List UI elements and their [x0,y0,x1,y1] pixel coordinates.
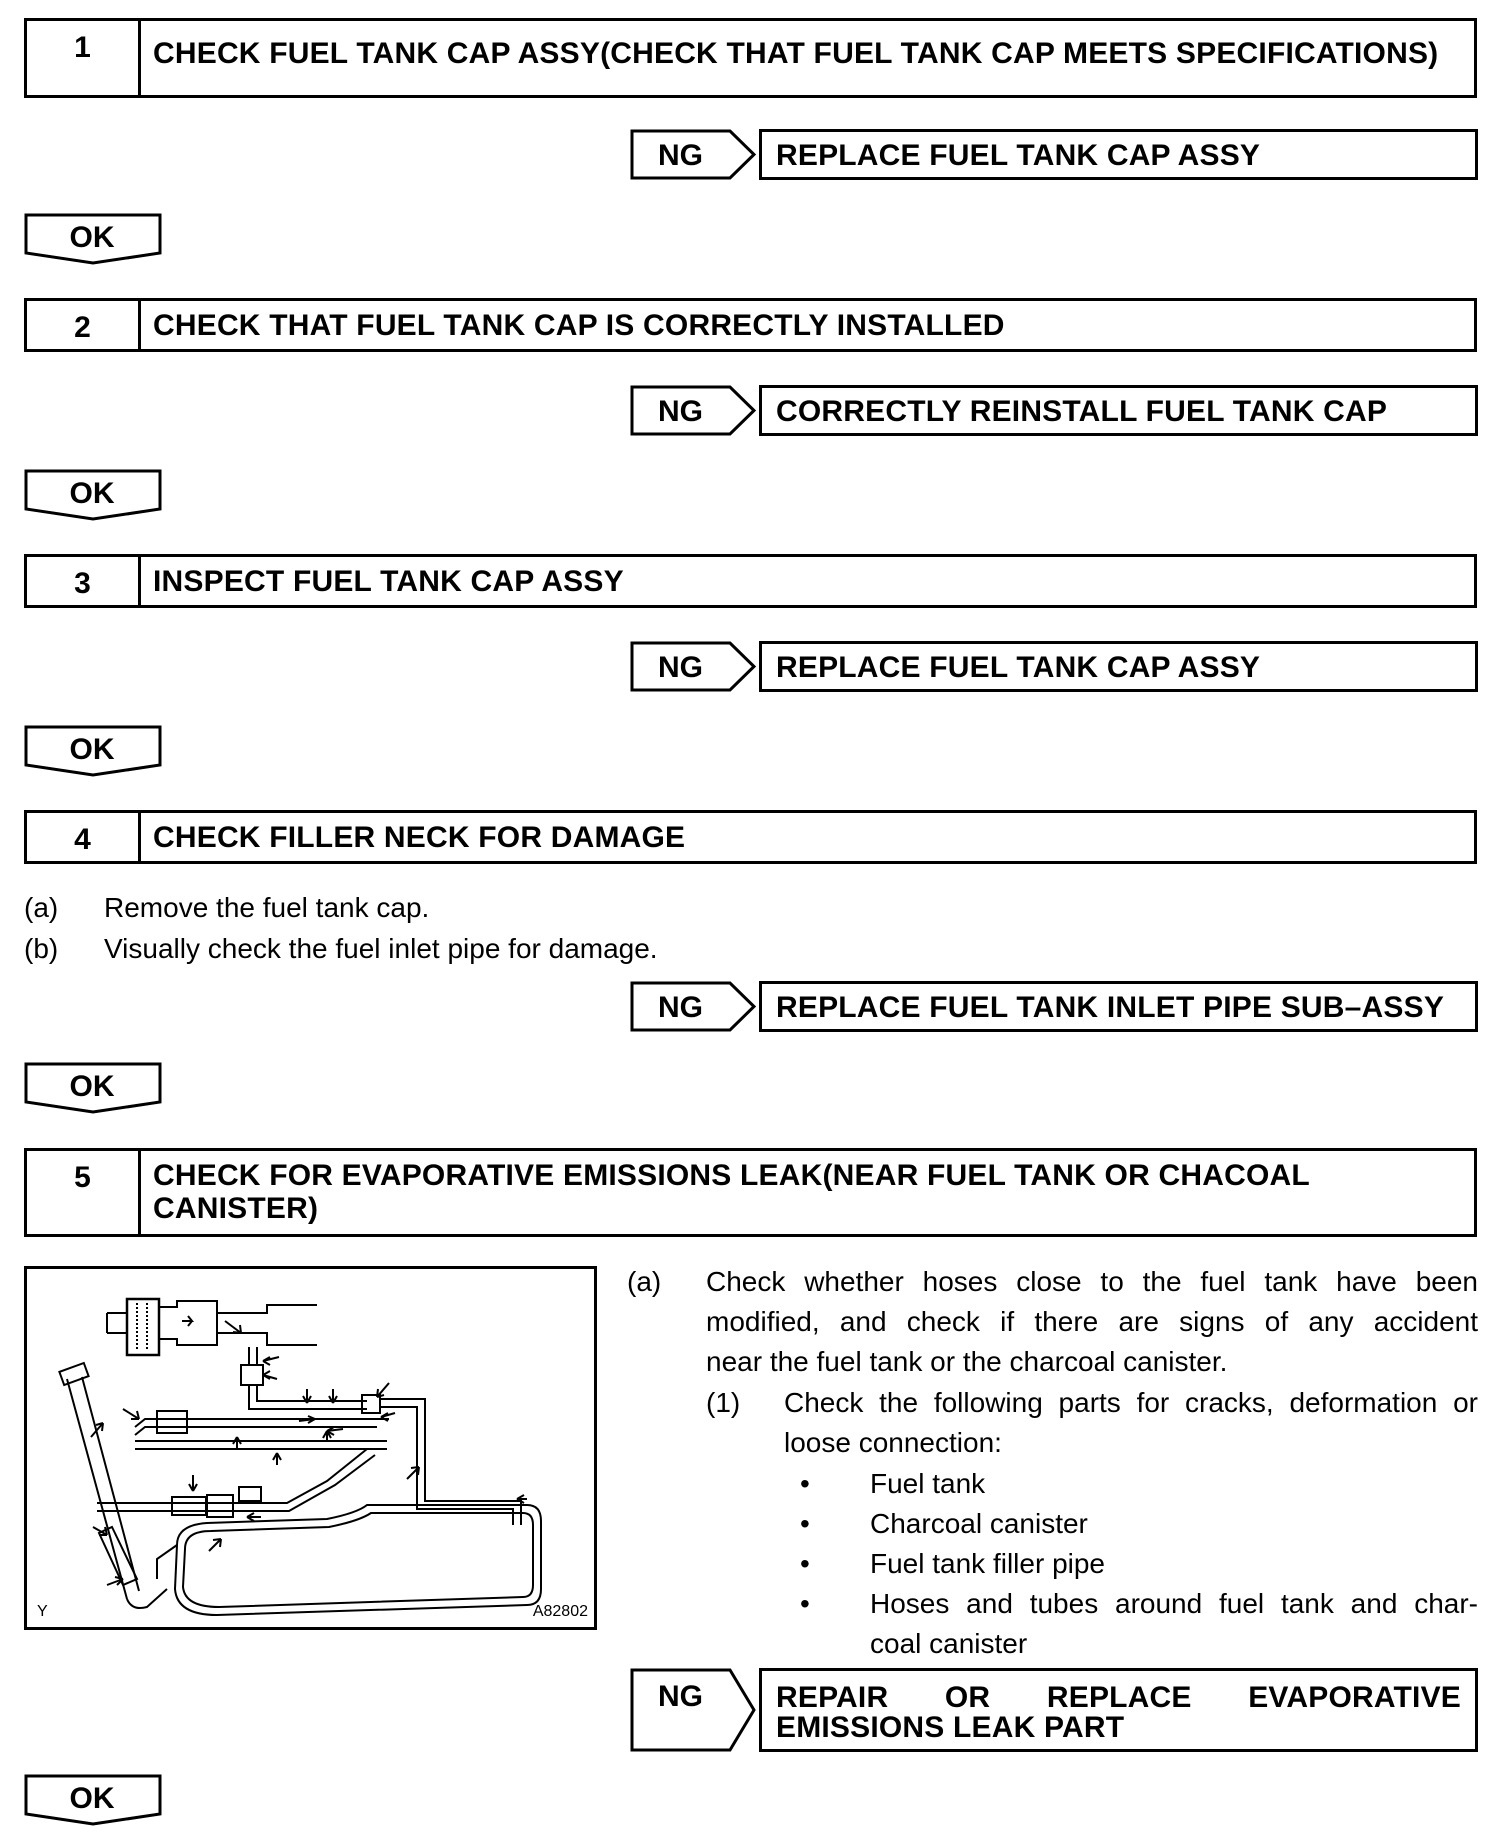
instruction-text: Remove the fuel tank cap. [104,892,430,923]
ng-result-line: REPAIR OR REPLACE EVAPORATIVE [776,1681,1461,1714]
instruction-text: Visually check the fuel inlet pipe for damage. [104,933,658,964]
ng-label: NG [658,651,703,684]
part-list-item [800,1507,1478,1541]
step-5-ng-result [759,1668,1478,1752]
diagram-corner-label: Y [37,1603,48,1620]
evap-system-diagram [24,1266,597,1630]
instruction-a-line: modified, and check if there are signs of any accident [706,1306,1478,1337]
instruction-line [24,891,784,925]
ng-label: NG [658,395,703,428]
step-number: 5 [27,1151,141,1234]
instruction-1-line: loose connection: [784,1427,1002,1458]
step-2-ok-tag [24,469,164,521]
bullet-icon: • [800,1508,810,1539]
ng-label: NG [658,1680,703,1713]
fuel-tank-diagram-illustration [27,1269,594,1627]
step-2-ng-result: CORRECTLY REINSTALL FUEL TANK CAP [759,385,1478,436]
instruction-marker: (1) [706,1387,741,1418]
step-title: INSPECT FUEL TANK CAP ASSY [153,565,624,598]
step-title: CHECK FILLER NECK FOR DAMAGE [153,821,686,854]
ok-label: OK [69,1070,115,1103]
instruction-1-line: Check the following parts for cracks, deformation or [784,1387,1478,1418]
step-title: CHECK THAT FUEL TANK CAP IS CORRECTLY INSTALLED [153,309,1005,342]
step-title: CHECK FOR EVAPORATIVE EMISSIONS LEAK(NEAR FUEL TANK OR CHACOAL CANISTER) [153,1159,1310,1225]
step-3-ok-tag [24,725,164,777]
instruction-marker: (a) [24,892,59,923]
step-2-header [24,298,1477,352]
instruction-a-line: Check whether hoses close to the fuel tank have been [706,1266,1478,1297]
instruction-marker-1 [706,1386,766,1420]
step-4-ok-tag [24,1062,164,1114]
part-list-item [800,1587,1478,1621]
part-list-item [800,1467,1478,1501]
part-name: Fuel tank [870,1468,986,1499]
ok-label: OK [69,1782,115,1815]
step-4-header [24,810,1477,864]
instruction-line [24,932,784,966]
ng-label: NG [658,991,703,1024]
figure-id: A82802 [532,1603,588,1620]
step-5-header [24,1148,1477,1237]
step-1-ok-tag [24,213,164,265]
step-4-ng-result: REPLACE FUEL TANK INLET PIPE SUB–ASSY [759,981,1478,1032]
step-5-ok-tag [24,1774,164,1826]
bullet-icon: • [800,1548,810,1579]
part-list-item-continued: coal canister [870,1628,1028,1659]
part-name: Hoses and tubes around fuel tank and char- [870,1588,1478,1619]
part-list-item [800,1547,1478,1581]
instruction-marker: (b) [24,933,59,964]
ok-label: OK [69,733,115,766]
step-1-ng-tag [630,129,758,180]
step-number: 3 [27,557,141,605]
step-number: 2 [27,301,141,349]
ng-label: NG [658,139,703,172]
step-1-ng-result: REPLACE FUEL TANK CAP ASSY [759,129,1478,180]
instruction-a-line: near the fuel tank or the charcoal canister. [706,1346,1228,1377]
step-5-ng-tag [630,1668,758,1752]
part-name: Charcoal canister [870,1508,1088,1539]
step-2-ng-tag [630,385,758,436]
bullet-icon: • [800,1468,810,1499]
bullet-icon: • [800,1588,810,1619]
step-3-header [24,554,1477,608]
step-4-ng-tag [630,981,758,1032]
ok-label: OK [69,477,115,510]
instruction-marker: (a) [627,1266,662,1297]
step-3-ng-result: REPLACE FUEL TANK CAP ASSY [759,641,1478,692]
ok-label: OK [69,221,115,254]
step-title: CHECK FUEL TANK CAP ASSY(CHECK THAT FUEL TANK CAP MEETS SPECIFICATIONS) [153,37,1439,70]
step-3-ng-tag [630,641,758,692]
part-name: Fuel tank filler pipe [870,1548,1106,1579]
step-1-header [24,18,1477,98]
instruction-marker-a [627,1265,687,1299]
ng-result-line: EMISSIONS LEAK PART [776,1711,1125,1744]
step-number: 4 [27,813,141,861]
step-number: 1 [27,21,141,95]
